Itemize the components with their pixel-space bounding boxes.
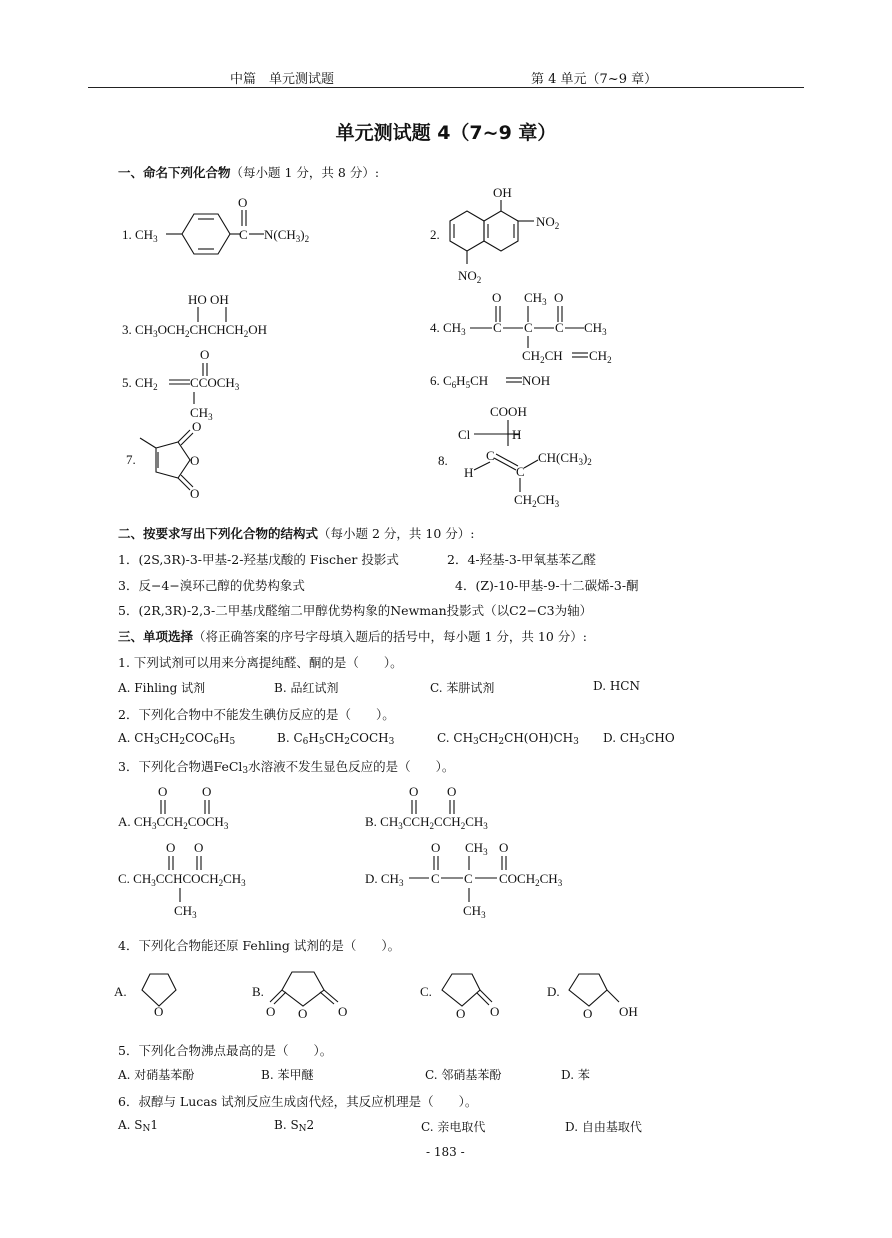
q3-option-c: [118, 838, 318, 918]
s2-item-5: 5．(2R,3R)-2,3-二甲基戊醛缩二甲醇优势构象的Newman投影式（以C2−C3为轴）: [118, 603, 593, 618]
svg-text:NOH: NOH: [522, 373, 551, 388]
section3-heading: 三、单项选择（将正确答案的序号字母填入题后的括号中，每小题 1 分，共 10 分）:: [118, 629, 587, 644]
svg-text:2.: 2.: [430, 227, 440, 242]
svg-text:C: C: [524, 320, 533, 335]
compound-1-structure: [118, 192, 348, 262]
q2-option-c: C. $CH_3CH_2CH(OH)CH_3$: [437, 731, 579, 747]
svg-text:C.: C.: [420, 984, 432, 999]
page-number: - 183 -: [426, 1145, 465, 1159]
svg-text:CH(CH3)2: $CH(CH_3)_2$: [538, 450, 592, 467]
svg-text:CH3: $CH_3$: [190, 405, 213, 422]
svg-text:NO2: $NO_2$: [458, 268, 482, 285]
q1-option-a: A. Fihling 试剂: [118, 681, 206, 695]
svg-text:CH3: $CH_3$: [174, 903, 197, 920]
svg-text:D.: D.: [547, 984, 560, 999]
svg-text:O: O: [202, 784, 212, 799]
svg-text:A. CH3CCH2COCH3: A. $CH_3CCH_2COCH_3$: [118, 814, 229, 831]
compound-3-structure: [118, 288, 318, 343]
svg-text:5. CH2: 5. $CH_2$: [122, 375, 158, 392]
svg-text:O: O: [298, 1006, 308, 1021]
header-right: 第 4 单元（7~9 章）: [531, 72, 658, 87]
svg-text:A.: A.: [114, 984, 127, 999]
svg-text:CH2CH: $CH_2CH$: [522, 348, 563, 365]
q4-option-a: [114, 966, 194, 1026]
svg-text:CH2: $CH_2$: [589, 348, 612, 365]
q5-option-c: C. 邻硝基苯酚: [425, 1068, 502, 1082]
svg-text:C: C: [493, 320, 502, 335]
section2-heading: 二、按要求写出下列化合物的结构式（每小题 2 分，共 10 分）:: [118, 526, 475, 541]
svg-text:H: H: [464, 465, 474, 480]
svg-text:O: O: [456, 1006, 466, 1021]
svg-text:O: O: [158, 784, 168, 799]
compound-8-structure: [430, 400, 650, 515]
svg-text:H: H: [512, 427, 522, 442]
svg-text:Cl: Cl: [458, 427, 471, 442]
svg-text:D. CH3: D. $CH_3$: [365, 871, 404, 888]
q5-option-b: B. 苯甲醚: [261, 1068, 314, 1082]
svg-text:C: C: [555, 320, 564, 335]
s2-item-2: 2．4-羟基-3-甲氧基苯乙醛: [447, 552, 597, 567]
svg-text:O: O: [190, 486, 200, 501]
svg-text:C: C: [516, 464, 525, 479]
svg-text:O: O: [583, 1006, 593, 1021]
q5-option-a: A. 对硝基苯酚: [118, 1068, 195, 1082]
svg-text:COOH: COOH: [490, 404, 527, 419]
page-title: 单元测试题 4（7~9 章）: [335, 122, 557, 144]
compound-7-structure: [118, 418, 238, 503]
svg-text:C. CH3CCHCOCH2CH3: C. $CH_3CCHCOCH_2CH_3$: [118, 871, 246, 888]
q3-option-a: [118, 782, 298, 832]
compound-5-structure: [118, 348, 298, 423]
svg-text:CH2CH3: $CH_2CH_3$: [514, 492, 560, 509]
s2-item-3: 3．反−4−溴环己醇的优势构象式: [118, 578, 305, 593]
svg-text:O: O: [166, 840, 176, 855]
q4-option-c: [420, 966, 520, 1026]
svg-text:1. CH3: 1. $CH_3$: [122, 227, 158, 244]
q4-stem: 4．下列化合物能还原 Fehling 试剂的是（ ）。: [118, 938, 401, 953]
svg-text:O: O: [490, 1004, 500, 1019]
compound-6-structure: [430, 366, 610, 391]
svg-text:8.: 8.: [438, 453, 448, 468]
compound-2-structure: [430, 184, 630, 284]
svg-text:O: O: [499, 840, 509, 855]
svg-text:O: O: [238, 195, 248, 210]
q1-option-d: D. HCN: [593, 679, 640, 693]
svg-text:OH: OH: [493, 185, 512, 200]
q2-option-a: A. $CH_3CH_2COC_6H_5$: [118, 731, 236, 747]
svg-text:O: O: [190, 453, 200, 468]
s2-item-4: 4．(Z)-10-甲基-9-十二碳烯-3-酮: [455, 578, 639, 593]
svg-text:O: O: [338, 1004, 348, 1019]
q6-option-b: B. $S_N2$: [274, 1118, 315, 1134]
q4-option-d: [547, 966, 667, 1026]
svg-text:C: C: [464, 871, 473, 886]
header-rule: [88, 87, 804, 88]
compound-4-structure: [430, 286, 650, 371]
q2-option-d: D. $CH_3CHO$: [603, 731, 675, 747]
svg-text:O: O: [409, 784, 419, 799]
q2-option-b: B. $C_6H_5CH_2COCH_3$: [277, 731, 395, 747]
q6-stem: 6．叔醇与 Lucas 试剂反应生成卤代烃，其反应机理是（ ）。: [118, 1094, 478, 1109]
svg-text:B. CH3CCH2CCH2CH3: B. $CH_3CCH_2CCH_2CH_3$: [365, 814, 488, 831]
section1-heading: 一、命名下列化合物（每小题 1 分，共 8 分）:: [118, 165, 380, 180]
svg-text:CH3: $CH_3$: [524, 290, 547, 307]
svg-text:NO2: $NO_2$: [536, 214, 560, 231]
svg-text:O: O: [192, 419, 202, 434]
q1-option-b: B. 品红试剂: [274, 681, 339, 695]
svg-text:CH3: $CH_3$: [465, 840, 488, 857]
header-left: 中篇 单元测试题: [230, 72, 335, 87]
svg-text:O: O: [200, 347, 210, 362]
q6-option-a: A. $S_N1$: [118, 1118, 159, 1134]
q2-stem: 2．下列化合物中不能发生碘仿反应的是（ ）。: [118, 707, 395, 722]
svg-text:N(CH3)2: $N(CH_3)_2$: [264, 227, 310, 244]
svg-text:4. CH3: 4. $CH_3$: [430, 320, 466, 337]
svg-text:COCH2CH3: $COCH_2CH_3$: [499, 871, 563, 888]
q3-option-d: [365, 838, 595, 918]
q1-option-c: C. 苯肼试剂: [430, 681, 495, 695]
q5-stem: 5．下列化合物沸点最高的是（ ）。: [118, 1043, 333, 1058]
svg-text:7.: 7.: [126, 452, 136, 467]
q1-stem: 1. 下列试剂可以用来分离提纯醛、酮的是（ ）。: [118, 655, 403, 670]
svg-text:O: O: [194, 840, 204, 855]
svg-text:O: O: [266, 1004, 276, 1019]
svg-text:CH3: $CH_3$: [584, 320, 607, 337]
svg-text:C: C: [431, 871, 440, 886]
q5-option-d: D. 苯: [561, 1068, 590, 1082]
svg-text:CCOCH3: $CCOCH_3$: [190, 375, 240, 392]
svg-text:C: C: [239, 227, 248, 242]
svg-text:O: O: [554, 290, 564, 305]
svg-text:CH3: $CH_3$: [463, 903, 486, 920]
q3-stem: 3．下列化合物遇FeCl$_3$水溶液不发生显色反应的是（ ）。: [118, 759, 455, 776]
svg-text:O: O: [154, 1004, 164, 1019]
svg-text:6. C6H5CH: 6. $C_6H_5CH$: [430, 373, 489, 390]
s2-item-1: 1．(2S,3R)-3-甲基-2-羟基戊酸的 Fischer 投影式: [118, 552, 399, 567]
svg-text:O: O: [492, 290, 502, 305]
svg-text:C: C: [486, 448, 495, 463]
svg-text:HO OH: HO OH: [188, 292, 229, 307]
svg-text:O: O: [431, 840, 441, 855]
svg-text:3. CH3OCH2CHCHCH2OH: 3. $CH_3OCH_2CHCHCH_2OH$: [122, 322, 267, 339]
svg-text:B.: B.: [252, 984, 264, 999]
q6-option-c: C. 亲电取代: [421, 1120, 486, 1134]
q6-option-d: D. 自由基取代: [565, 1120, 642, 1134]
svg-text:O: O: [447, 784, 457, 799]
q4-option-b: [252, 960, 372, 1026]
q3-option-b: [365, 782, 565, 832]
svg-text:OH: OH: [619, 1004, 638, 1019]
